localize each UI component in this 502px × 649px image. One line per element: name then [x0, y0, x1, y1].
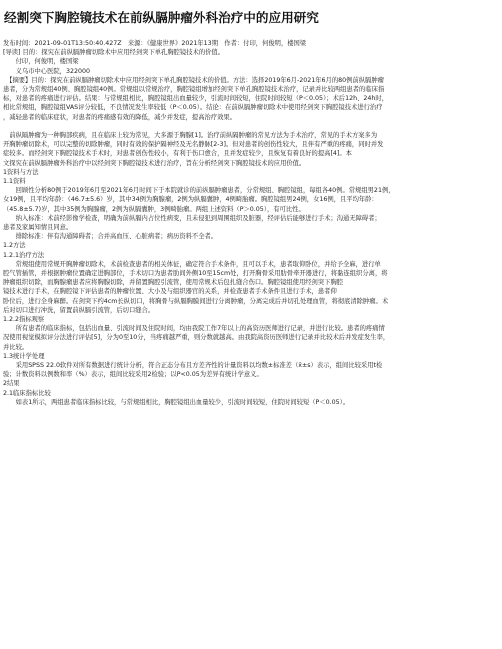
text-line: [导读] 目的：探究在前纵膈肿瘤切除术中应用经剑突下单孔胸腔镜技术的价值。	[3, 49, 225, 57]
text-line: 1.2.1治疗方法	[3, 251, 45, 259]
text-line: 卧位后，进行全身麻醉。在剑突下约4cm长纵切口，将胸骨与纵膈胸膜间进行分离肿瘤，分离完成后并切孔处理血管，将彻底清除肿瘤。术	[3, 297, 389, 305]
text-line: 【摘要】目的：探究在前纵膈肿瘤切除术中应用经剑突下单孔胸腔镜技术的价值。方法：选择2019年6月-2021年6月的80例前纵膈肿瘤	[3, 76, 384, 84]
text-line: 1.1资料	[3, 178, 26, 185]
text-line: 发布时间：2021-09-01T13:50:40.427Z 来源：《健康世界》2021年13期 作者：付印，何俊明，楼国梁	[3, 40, 307, 47]
text-line: （45.8±5.7)岁，其中35例为胸腺瘤，2例为纵膈囊肿，3例畸胎瘤。两组上述资料（P＞0.05），有可比性。	[3, 205, 305, 213]
text-line: 开胸肿瘤切除术，可以完整的切除肿瘤，同时有效的保护隔神经及无名静脉[2-3]。但对患者的创伤性较大，且伴有严重的疼痛，同时并发	[3, 141, 384, 149]
text-line: 1资料与方法	[3, 168, 39, 176]
text-line: 1.3统计学处理	[3, 352, 45, 360]
text-line: 如表1所示，两组患者临床指标比较，与常规组相比，胸腔镜组出血量较少，引流时间较短，住院时间较短（P＜0.05）。	[3, 398, 350, 406]
text-line: 况使用视觉模拟评分法进行评估[5]，分为0至10分，当疼痛越严重，则分数就越高。由我院高资历医师进行记录并比较术后并发症发生率，	[3, 334, 390, 342]
text-line: 相比常规组，胸腔镜组VAS评分较低，不良情况发生率较低（P＜0.05）。结论：在前纵膈肿瘤切除术中使用经剑突下胸腔镜技术进行治疗	[3, 104, 383, 112]
text-line: 患者，分为常规组40例、胸腔镜组40例。常规组以常规治疗，胸腔镜组增加经剑突下单孔胸腔镜技术治疗，记录并比较两组患者的临床指	[3, 86, 385, 93]
article-title: 经割突下胸腔镜技术在前纵膈肿瘤外科治疗中的应用研究	[4, 10, 319, 25]
text-line: 后对切口进行冲洗，留置前纵膈引流管，后切口缝合。	[3, 306, 155, 314]
text-line: 2结果	[3, 380, 20, 388]
text-line: 所有患者的临床指标，包括出血量、引流时间及住院时间，均由我院工作7年以上的高资历医师进行记录，并进行比较。患者的疼痛情	[3, 325, 385, 333]
text-line: 2.1临床指标比较	[3, 389, 51, 397]
text-line: 纳入标准：术前经影像学检查，明确为前纵膈内占位性病变，且未侵犯到周围组织及脏器，经评估后能够进行手术；沟通无障碍者；	[3, 214, 381, 222]
text-line: 排除标准：伴有沟通障碍者；合并高血压、心脏病者；病历资料不全者。	[3, 233, 218, 241]
text-line: 义乌市中心医院，322000	[3, 67, 91, 75]
text-line: 症较多。而经剑突下胸腔镜技术手术时，对患者创伤性较小，有利于伤口愈合，且并发症较少，且恢复有着良好的提高[4]。本	[3, 150, 352, 158]
text-line: 腔气管插管，并根据肿瘤位置确定进胸部位，手术切口为患者肋间外侧10至15cm处，打开胸骨采用肋骨牵开器进行，将黏连组织分离，将	[3, 270, 388, 277]
text-line: 1.2.2指标观察	[3, 316, 45, 323]
text-line: 验；计数资料以例数和率（%）表示，组间比较采用2检验；以P<0.05为差异有统计学意义。	[3, 371, 263, 379]
text-line: ，减轻患者的临床症状，对患者的疼痛感有效的降低，减少并发症，提高治疗效果。	[3, 113, 236, 121]
text-line: 文探究在前纵膈肿瘤外科治疗中以经剑突下胸腔镜技术进行治疗，旨在分析经剑突下胸腔镜技术的应用价值。	[3, 159, 306, 167]
text-line: 1.2方法	[3, 242, 26, 250]
text-line: 常规组使用常规开胸肿瘤切除术，术前检查患者的相关体征，确定符合手术条件，且可以手术，患者取仰卧位，并给予全麻，进行单	[3, 260, 381, 268]
text-line: 肿瘤组织切除，而胸腺瘤患者应将胸腺切除，并留置胸腔引流管，使用常规术后包扎缝合伤口。胸腔镜组使用经剑突下胸腔	[3, 279, 344, 287]
text-line: 回顾性分析80例于2019年6月至2021年6月时间下于本院就诊的前纵膈肿瘤患者，分常规组、胸腔镜组，每组各40例。常规组男21例，	[3, 187, 395, 195]
text-line: 付印，何俊明，楼国梁	[3, 58, 79, 66]
text-line: 镜技术进行手术，在胸腔镜下评估患者的肿瘤位置、大小及与组织器官的关系，并检查患者手术条件且进行手术，患者仰	[3, 288, 337, 296]
text-line: 标，对患者的疼痛进行评估。结果：与常规组相比，胸腔镜组出血量较少，引流时间较短，住院时间较短（P＜0.05）；术后12h、24h时，	[3, 95, 389, 103]
text-line: 患者及家属知情且同意。	[3, 224, 73, 231]
text-line: 前纵隔肿瘤为一种胸部疾病，且在临床上较为常见，大多源于胸腺[1]。治疗前纵隔肿瘤的常见方法为手术治疗，常见的手术方案多为	[3, 132, 378, 139]
text-line: 采用SPSS 22.0软件对所有数据进行统计分析，符合正态分布且方差齐性的计量资料以均数±标准差（x̄±s）表示，组间比较采用t检	[3, 362, 383, 369]
text-line: 并比较。	[3, 343, 29, 351]
text-line: 女19例，且平均年龄：（46.7±5.6）岁，其中34例为胸腺瘤，2例为纵膈囊肿，4例畸胎瘤。胸腔镜组男24例，女16例，且平均年龄：	[3, 196, 378, 204]
